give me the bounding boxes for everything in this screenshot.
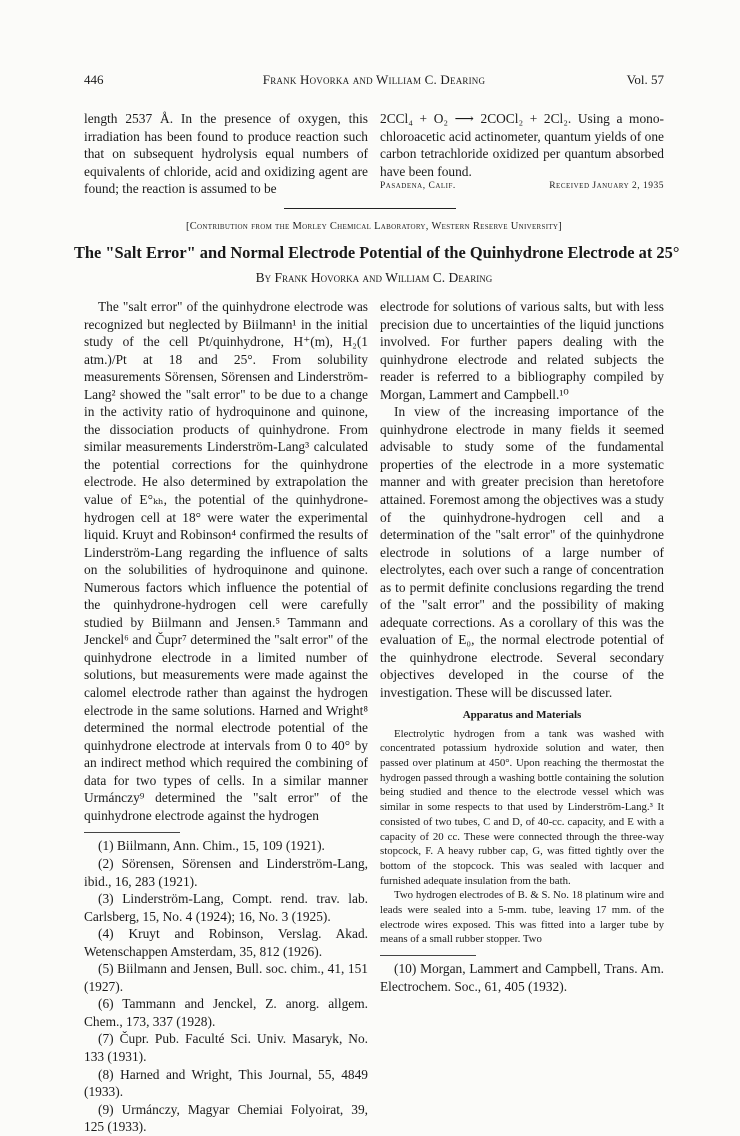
footnote-rule [84,832,180,833]
article-separator-rule [284,208,456,209]
footnote: (1) Biilmann, Ann. Chim., 15, 109 (1921). [98,838,325,854]
body-left-column [84,298,368,1136]
section-heading: Apparatus and Materials [462,708,582,721]
footnote: (9) Urmánczy, Magyar Chemiai Folyoirat, 39, 125 (1933). [84,1101,368,1135]
footnote: (8) Harned and Wright, This Journal, 55, 4849 (1933). [84,1066,368,1100]
previous-article-equation-text: 2CCl₄ + O₂ ⟶ 2COCl₂ + 2Cl₂. Using a mono-chloroacetic acid actinometer, quantum yields of one carbon tetrachloride oxidized per quantum absorbed have been found. [380,111,664,179]
previous-article-right-column [380,110,664,191]
body-paragraph-small: Two hydrogen electrodes of B. & S. No. 18 platinum wire and leads were sealed into a 5-mm. tube, leaving 17 mm. of the electrode wires exposed. This was fitted into a larger tube by means of a small rubber stopper. Two [380,889,664,946]
body-paragraph: electrode for solutions of various salts, but with less precision due to uncertainties of the liquid junctions involved. For further papers dealing with the quinhydrone electrode and related subjects the reader is referred to a bibliography compiled by Morgan, Lammert and Campbell.¹⁰ [380,299,664,402]
previous-article-text: length 2537 Å. In the presence of oxygen, this irradiation has been found to produce reaction such that on subsequent hydrolysis equal numbers of equivalents of chloride, acid and oxidizing agent are found; the reaction is assumed to be [84,111,368,197]
page-number: 446 [84,72,104,87]
footnote: (4) Kruyt and Robinson, Verslag. Akad. Wetenschappen Amsterdam, 35, 812 (1926). [84,926,368,959]
footnote: (2) Sörensen, Sörensen and Linderström-Lang, ibid., 16, 283 (1921). [84,855,368,889]
previous-article-signature [380,181,664,191]
volume-number: Vol. 57 [626,72,664,87]
author-location: Pasadena, Calif. [380,181,456,192]
contribution-note: [Contribution from the Morley Chemical Laboratory, Western Reserve University] [185,221,563,232]
body-paragraph: The "salt error" of the quinhydrone electrode was recognized but neglected by Biilmann¹ in the initial study of the cell Pt/quinhydrone, H⁺(m), H₂(1 atm.)/Pt at 18 and 25°. From solubility measurements Sörensen, Sörensen and Linderström-Lang² showed the "salt error" to be due to a change in the activity ratio of hydroquinone and quinone, the dissociation products of quinhydrone. From similar measurements Linderström-Lang³ calculated the potential corrections for the quinhydrone electrode. He also determined by extrapolation the value of E°ₖₕ, the potential of the quinhydrone-hydrogen cell at 18° were water the experimental liquid. Kruyt and Robinson⁴ confirmed the results of Linderström-Lang regarding the influence of salts on the solubilities of hydroquinone and quinone. Numerous factors which influence the potential of the quinhydrone-hydrogen cell were carefully studied by Biilmann and Jensen.⁵ Tammann and Jenckel⁶ and Čupr⁷ determined the "salt error" of the quinhydrone electrode in a limited number of solutions, but measurements were made against the calomel electrode rather than against the hydrogen electrode in the same solutions. Harned and Wright⁸ determined the normal electrode potential of the quinhydrone electrode at intervals from 0 to 40° by an indirect method which required the combining of data for two types of cells. In a similar manner Urmánczy⁹ determined the "salt error" of the quinhydrone electrode against the hydrogen [84,299,368,823]
body-paragraph-small: Electrolytic hydrogen from a tank was washed with concentrated potassium hydroxide solution and water, then passed over platinum at 450°. Upon reaching the thermostat the hydrogen passed through a washing bottle containing the solution being studied and thence to the electrode vessel which was similar in some respects to that used by Linderström-Lang.³ It consisted of two tubes, C and D, of 40-cc. capacity, and E with a capacity of 20 cc. These were connected through the three-way stopcock, F. A heavy rubber cap, G, was fitted tightly over the bottom of the stopcock. This was sealed with lacquer and furnished adequate insulation from the bath. [380,727,664,887]
article-title: The "Salt Error" and Normal Electrode Potential of the Quinhydrone Electrode at 25° [74,243,680,262]
experimental-text [380,727,664,948]
received-date: Received January 2, 1935 [549,181,664,192]
running-title: Frank Hovorka and William C. Dearing [262,72,486,87]
footnote: (3) Linderström-Lang, Compt. rend. trav. lab. Carlsberg, 15, No. 4 (1924); 16, No. 3 (1925). [84,891,368,924]
footnote: (7) Čupr. Pub. Faculté Sci. Univ. Masaryk, No. 133 (1931). [84,1031,368,1064]
previous-article-left-column [84,110,368,198]
body-right-column [380,298,664,995]
body-paragraph: In view of the increasing importance of the quinhydrone electrode in many fields it seemed advisable to study some of the fundamental properties of the electrode in a more systematic manner and with greater precision than heretofore attained. Foremost among the objectives was a study of the quinhydrone-hydrogen cell and a determination of the "salt error" of the quinhydrone electrode in solutions of a large number of electrolytes, each over such a range of concentration as to permit definite conclusions regarding the trend of the "salt error" and the possibility of making adequate corrections. As a corollary of this was the evaluation of E₀, the normal electrode potential of the quinhydrone electrode. Several secondary objectives developed in the course of the investigation. These will be discussed later. [380,404,664,701]
footnote: (5) Biilmann and Jensen, Bull. soc. chim., 41, 151 (1927). [84,961,368,994]
running-header [84,72,664,90]
footnote: (6) Tammann and Jenckel, Z. anorg. allgem. Chem., 173, 337 (1928). [84,996,368,1029]
footnote-rule [380,955,476,956]
article-byline: By Frank Hovorka and William C. Dearing [255,270,493,285]
footnote: (10) Morgan, Lammert and Campbell, Trans. Am. Electrochem. Soc., 61, 405 (1932). [380,961,664,994]
